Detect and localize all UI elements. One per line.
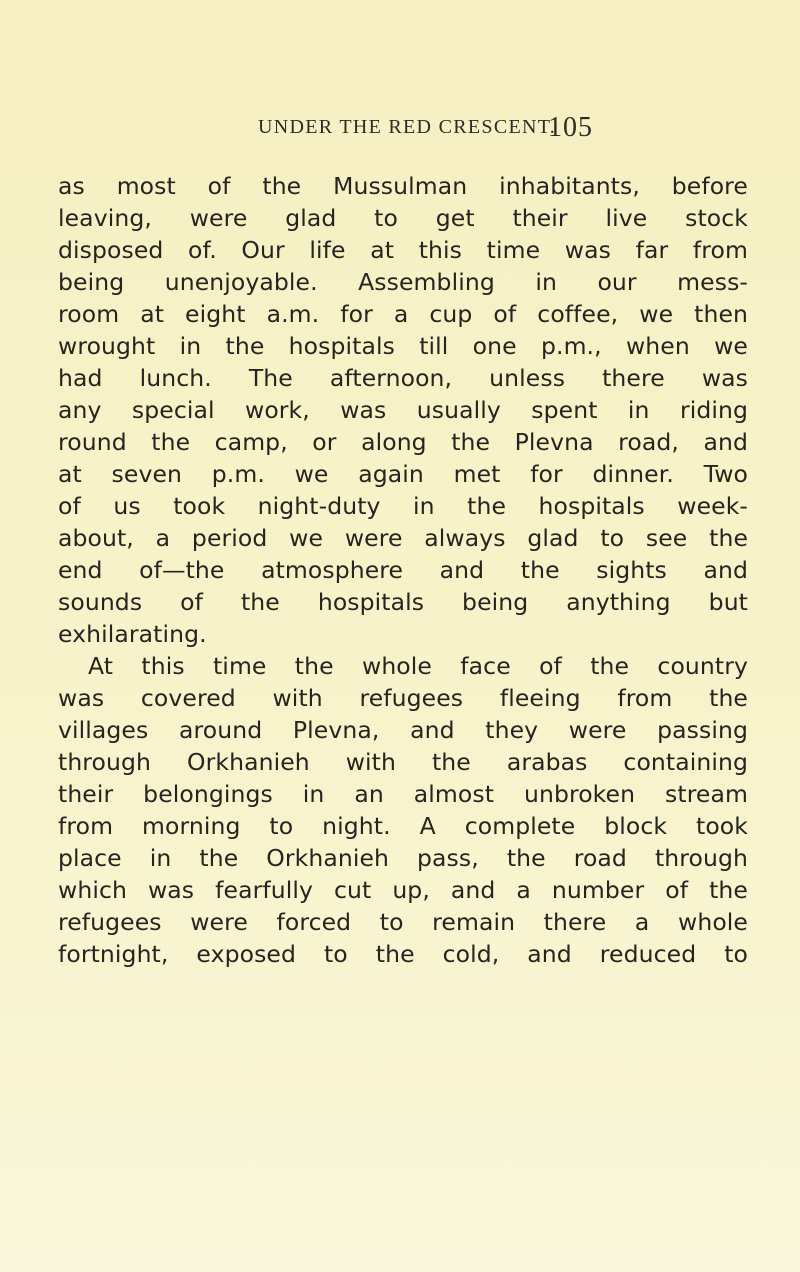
text-line: leaving, were glad to get their live stock bbox=[58, 204, 748, 232]
body-text bbox=[58, 170, 748, 970]
text-line: wrought in the hospitals till one p.m., when we bbox=[58, 332, 748, 360]
text-line: round the camp, or along the Plevna road, and bbox=[58, 428, 748, 456]
text-line: end of—the atmosphere and the sights and bbox=[58, 556, 748, 584]
text-line: through Orkhanieh with the arabas containing bbox=[58, 748, 748, 776]
text-line: fortnight, exposed to the cold, and reduced to bbox=[58, 940, 748, 968]
page-header bbox=[258, 112, 678, 152]
text-line: their belongings in an almost unbroken stream bbox=[58, 780, 748, 808]
text-line: had lunch. The afternoon, unless there was bbox=[58, 364, 748, 392]
text-line: of us took night-duty in the hospitals week- bbox=[58, 492, 748, 520]
text-line: refugees were forced to remain there a whole bbox=[58, 908, 748, 936]
text-line: about, a period we were always glad to see the bbox=[58, 524, 748, 552]
paragraph-2 bbox=[58, 650, 748, 970]
text-line: from morning to night. A complete block took bbox=[58, 812, 748, 840]
text-line: sounds of the hospitals being anything but bbox=[58, 588, 748, 616]
text-line: disposed of. Our life at this time was far from bbox=[58, 236, 748, 264]
text-line: at seven p.m. we again met for dinner. Two bbox=[58, 460, 748, 488]
text-line: At this time the whole face of the country bbox=[88, 652, 748, 680]
text-line: being unenjoyable. Assembling in our mess- bbox=[58, 268, 748, 296]
running-head: UNDER THE RED CRESCENT. bbox=[258, 116, 557, 138]
text-line: as most of the Mussulman inhabitants, before bbox=[58, 172, 748, 200]
text-line: villages around Plevna, and they were passing bbox=[58, 716, 748, 744]
paragraph-1 bbox=[58, 170, 748, 650]
page-number: 105 bbox=[548, 112, 593, 143]
text-line: room at eight a.m. for a cup of coffee, we then bbox=[58, 300, 748, 328]
text-line: any special work, was usually spent in riding bbox=[58, 396, 748, 424]
text-line: which was fearfully cut up, and a number of the bbox=[58, 876, 748, 904]
text-line: was covered with refugees fleeing from the bbox=[58, 684, 748, 712]
text-line: exhilarating. bbox=[58, 620, 207, 648]
text-line: place in the Orkhanieh pass, the road through bbox=[58, 844, 748, 872]
